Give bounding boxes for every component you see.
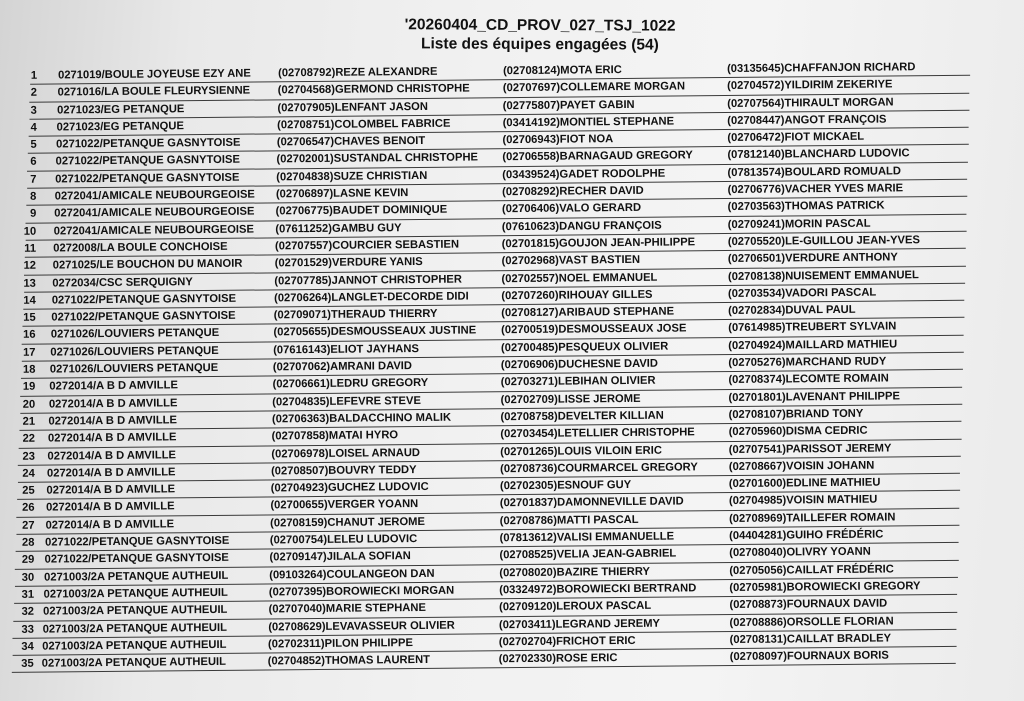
player2-cell: (02702968)VAST BASTIEN xyxy=(501,254,641,268)
row-number: 32 xyxy=(21,605,35,619)
club-cell: 0271022/PETANQUE GASNYTOISE xyxy=(55,171,240,186)
player2-cell: (02706906)DUCHESNE DAVID xyxy=(500,357,659,372)
player3-cell: (07813574)BOULARD ROMUALD xyxy=(727,165,901,179)
player2-cell: (02706943)FIOT NOA xyxy=(502,133,614,147)
row-number: 1 xyxy=(30,69,38,82)
row-number: 24 xyxy=(22,467,35,480)
player1-cell: (07616143)ELIOT JAYHANS xyxy=(273,342,419,357)
player3-cell: (02704572)YILDIRIM ZEKERIYE xyxy=(727,78,893,93)
player1-cell: (02708629)LEVAVASSEUR OLIVIER xyxy=(268,619,455,633)
player2-cell: (02708127)ARIBAUD STEPHANE xyxy=(501,305,675,320)
player2-cell: (02700485)PESQUEUX OLIVIER xyxy=(500,340,669,354)
row-number: 23 xyxy=(22,450,35,463)
player1-cell: (02707785)JANNOT CHRISTOPHER xyxy=(274,273,462,287)
club-cell: 0271003/2A PETANQUE AUTHEUIL xyxy=(42,638,227,653)
club-cell: 0272014/A B D AMVILLE xyxy=(48,414,177,428)
player2-cell: (02775807)PAYET GABIN xyxy=(502,98,635,112)
club-cell: 0271019/BOULE JOYEUSE EZY ANE xyxy=(58,67,251,82)
club-cell: 0271003/2A PETANQUE AUTHEUIL xyxy=(43,604,228,618)
player2-cell: (02701837)DAMONNEVILLE DAVID xyxy=(499,495,684,510)
row-number: 20 xyxy=(22,398,36,411)
row-number: 22 xyxy=(22,432,36,446)
player3-cell: (02707564)THIRAULT MORGAN xyxy=(727,96,894,110)
club-cell: 0271023/EG PETANQUE xyxy=(57,102,185,117)
row-number: 21 xyxy=(22,415,36,428)
player2-cell: (02703271)LEBIHAN OLIVIER xyxy=(500,375,656,389)
row-number: 29 xyxy=(21,554,35,567)
player1-cell: (02702001)SUSTANDAL CHRISTOPHE xyxy=(276,151,479,166)
club-cell: 0272014/A B D AMVILLE xyxy=(49,379,178,393)
row-number: 27 xyxy=(22,519,35,532)
player1-cell: (02702311)PILON PHILIPPE xyxy=(267,636,413,651)
player3-cell: (02707541)PARISSOT JEREMY xyxy=(728,441,892,456)
player3-cell: (02704985)VOISIN MATHIEU xyxy=(728,494,878,508)
player2-cell: (02702330)ROSE ERIC xyxy=(498,652,618,666)
player3-cell: (02703563)THOMAS PATRICK xyxy=(727,199,885,214)
player3-cell: (02708131)CAILLAT BRADLEY xyxy=(729,632,892,646)
club-cell: 0272014/A B D AMVILLE xyxy=(45,518,175,532)
club-cell: 0271003/2A PETANQUE AUTHEUIL xyxy=(42,621,227,636)
row-number: 8 xyxy=(30,190,37,203)
club-cell: 0272014/A B D AMVILLE xyxy=(46,483,176,497)
player1-cell: (02706363)BALDACCHINO MALIK xyxy=(271,411,452,426)
player3-cell: (02705981)BOROWIECKI GREGORY xyxy=(729,580,921,594)
row-number: 30 xyxy=(21,571,35,584)
club-cell: 0271022/PETANQUE GASNYTOISE xyxy=(51,292,237,307)
player3-cell: (02706472)FIOT MICKAEL xyxy=(727,130,865,145)
row-number: 16 xyxy=(23,329,36,342)
player1-cell: (02707858)MATAI HYRO xyxy=(271,429,399,443)
club-cell: 0271026/LOUVIERS PETANQUE xyxy=(50,327,220,341)
player1-cell: (02707040)MARIE STEPHANE xyxy=(268,602,426,616)
player1-cell: (02709071)THERAUD THIERRY xyxy=(273,307,438,322)
player2-cell: (03439524)GADET RODOLPHE xyxy=(502,167,666,181)
player3-cell: (02708138)NUISEMENT EMMANUEL xyxy=(727,268,919,283)
club-cell: 0271003/2A PETANQUE AUTHEUIL xyxy=(43,586,228,601)
player3-cell: (03135645)CHAFFANJON RICHARD xyxy=(726,61,916,76)
player1-cell: (02701529)VERDURE YANIS xyxy=(274,256,423,270)
club-cell: 0271016/LA BOULE FLEURYSIENNE xyxy=(57,84,251,99)
row-number: 33 xyxy=(21,623,34,636)
player1-cell: (02707905)LENFANT JASON xyxy=(277,100,428,114)
player2-cell: (02707697)COLLEMARE MORGAN xyxy=(502,80,686,95)
player2-cell: (02708020)BAZIRE THIERRY xyxy=(499,565,651,579)
row-number: 18 xyxy=(22,363,36,376)
club-cell: 0272041/AMICALE NEUBOURGEOISE xyxy=(54,205,255,220)
row-number: 19 xyxy=(22,381,36,394)
row-number: 7 xyxy=(30,173,37,186)
player1-cell: (02708507)BOUVRY TEDDY xyxy=(270,463,417,478)
player3-cell: (02708447)ANGOT FRANÇOIS xyxy=(727,113,887,127)
player2-cell: (02706558)BARNAGAUD GREGORY xyxy=(502,149,693,164)
club-cell: 0271003/2A PETANQUE AUTHEUIL xyxy=(41,655,227,670)
club-cell: 0271026/LOUVIERS PETANQUE xyxy=(50,344,219,359)
row-number: 13 xyxy=(23,277,36,290)
player2-cell: (02708525)VELIA JEAN-GABRIEL xyxy=(499,547,677,562)
player2-cell: (02703411)LEGRAND JEREMY xyxy=(498,617,661,631)
player1-cell: (02704923)GUCHEZ LUDOVIC xyxy=(270,481,429,495)
club-cell: 0271003/2A PETANQUE AUTHEUIL xyxy=(44,569,229,584)
player3-cell: (02708969)TAILLEFER ROMAIN xyxy=(728,511,896,525)
row-number: 26 xyxy=(22,502,35,515)
player3-cell: (02708107)BRIAND TONY xyxy=(728,407,864,421)
player1-cell: (02706661)LEDRU GREGORY xyxy=(272,377,429,391)
club-cell: 0272014/A B D AMVILLE xyxy=(47,448,177,463)
row-number: 17 xyxy=(22,346,36,359)
player1-cell: (02708792)REZE ALEXANDRE xyxy=(278,65,438,80)
player3-cell: (02708374)LECOMTE ROMAIN xyxy=(728,372,889,387)
player2-cell: (02702704)FRICHOT ERIC xyxy=(498,634,636,649)
player3-cell: (02706776)VACHER YVES MARIE xyxy=(727,182,904,197)
row-number: 5 xyxy=(30,138,37,151)
player2-cell: (02708736)COURMARCEL GREGORY xyxy=(500,461,698,476)
row-number: 11 xyxy=(24,242,37,255)
player3-cell: (02701600)EDLINE MATHIEU xyxy=(728,476,881,491)
player2-cell: (07610623)DANGU FRANÇOIS xyxy=(501,219,662,233)
player1-cell: (02700655)VERGER YOANN xyxy=(270,498,419,512)
player3-cell: (07614985)TREUBERT SYLVAIN xyxy=(728,320,897,335)
player3-cell: (02705520)LE-GUILLOU JEAN-YVES xyxy=(727,234,920,248)
player2-cell: (03324972)BOROWIECKI BERTRAND xyxy=(499,582,697,597)
player2-cell: (02708124)MOTA ERIC xyxy=(502,64,622,78)
player1-cell: (02704568)GERMOND CHRISTOPHE xyxy=(277,82,470,97)
club-cell: 0272041/AMICALE NEUBOURGEOISE xyxy=(54,188,255,203)
player1-cell: (02709147)JILALA SOFIAN xyxy=(269,550,411,564)
club-cell: 0272014/A B D AMVILLE xyxy=(45,500,175,514)
player3-cell: (02701801)LAVENANT PHILIPPE xyxy=(728,390,900,404)
player1-cell: (02708751)COLOMBEL FABRICE xyxy=(277,117,451,132)
player2-cell: (02706406)VALO GERARD xyxy=(501,202,642,216)
player3-cell: (02708097)FOURNAUX BORIS xyxy=(729,649,889,664)
row-number: 4 xyxy=(30,121,37,134)
club-cell: 0271022/PETANQUE GASNYTOISE xyxy=(55,154,240,168)
player2-cell: (02701815)GOUJON JEAN-PHILIPPE xyxy=(501,236,696,251)
player2-cell: (02707260)RIHOUAY GILLES xyxy=(501,288,653,303)
player2-cell: (07813612)VALISI EMMANUELLE xyxy=(499,530,675,545)
player1-cell: (02706978)LOISEL ARNAUD xyxy=(271,446,421,460)
club-cell: 0271023/EG PETANQUE xyxy=(56,120,184,134)
player1-cell: (02706775)BAUDET DOMINIQUE xyxy=(275,204,448,218)
player3-cell: (02703534)VADORI PASCAL xyxy=(727,286,877,300)
player1-cell: (02705655)DESMOUSSEAUX JUSTINE xyxy=(273,324,477,339)
club-cell: 0272008/LA BOULE CONCHOISE xyxy=(53,240,228,255)
row-number: 10 xyxy=(23,225,37,238)
row-number: 28 xyxy=(21,536,35,549)
player2-cell: (02708292)RECHER DAVID xyxy=(502,184,644,199)
player1-cell: (02706897)LASNE KEVIN xyxy=(275,187,409,201)
document-subtitle: Liste des équipes engagées (54) xyxy=(421,35,659,54)
club-cell: 0271025/LE BOUCHON DU MANOIR xyxy=(52,257,243,272)
player3-cell: (04404281)GUIHO FRÉDÉRIC xyxy=(729,528,884,543)
row-number: 15 xyxy=(23,311,36,324)
club-cell: 0271022/PETANQUE GASNYTOISE xyxy=(44,552,229,566)
player2-cell: (02701265)LOUIS VILOIN ERIC xyxy=(500,444,662,458)
player3-cell: (02704924)MAILLARD MATHIEU xyxy=(728,338,898,352)
club-cell: 0272014/A B D AMVILLE xyxy=(47,431,177,445)
club-cell: 0271022/PETANQUE GASNYTOISE xyxy=(56,136,241,151)
player2-cell: (02702305)ESNOUF GUY xyxy=(499,479,632,493)
player3-cell: (02705960)DISMA CEDRIC xyxy=(728,424,868,439)
club-cell: 0272014/A B D AMVILLE xyxy=(48,396,178,411)
player1-cell: (02707557)COURCIER SEBASTIEN xyxy=(274,238,460,253)
player1-cell: (02707395)BOROWIECKI MORGAN xyxy=(268,584,455,599)
player3-cell: (02709241)MORIN PASCAL xyxy=(727,217,871,231)
row-number: 14 xyxy=(23,294,36,307)
player3-cell: (02708040)OLIVRY YOANN xyxy=(729,545,871,560)
player1-cell: (02706547)CHAVES BENOIT xyxy=(276,135,426,149)
row-number: 35 xyxy=(21,657,34,670)
club-cell: 0272034/CSC SERQUIGNY xyxy=(52,275,193,290)
club-cell: 0271026/LOUVIERS PETANQUE xyxy=(49,361,219,376)
player2-cell: (03414192)MONTIEL STEPHANE xyxy=(502,115,675,130)
player1-cell: (07611252)GAMBU GUY xyxy=(275,221,402,236)
club-cell: 0271022/PETANQUE GASNYTOISE xyxy=(45,534,230,549)
club-cell: 0272014/A B D AMVILLE xyxy=(46,466,176,480)
player1-cell: (02707062)AMRANI DAVID xyxy=(272,360,413,374)
player3-cell: (02705056)CAILLAT FRÉDÉRIC xyxy=(729,563,894,577)
row-number: 34 xyxy=(21,640,34,653)
player3-cell: (02708873)FOURNAUX DAVID xyxy=(729,597,888,612)
player1-cell: (02706264)LANGLET-DECORDE DIDI xyxy=(274,290,469,305)
player1-cell: (09103264)COULANGEON DAN xyxy=(269,567,435,582)
player2-cell: (02702709)LISSE JEROME xyxy=(500,392,641,406)
player1-cell: (02708159)CHANUT JEROME xyxy=(270,515,425,530)
teams-table xyxy=(0,58,1024,673)
player2-cell: (02709120)LEROUX PASCAL xyxy=(499,599,652,614)
row-number: 6 xyxy=(30,156,37,169)
player3-cell: (02705276)MARCHAND RUDY xyxy=(728,355,887,370)
row-number: 12 xyxy=(23,259,37,273)
player3-cell: (02706501)VERDURE ANTHONY xyxy=(727,251,898,266)
player2-cell: (02700519)DESMOUSSEAUX JOSE xyxy=(501,322,687,337)
player1-cell: (02704838)SUZE CHRISTIAN xyxy=(276,169,428,184)
document-title: '20260404_CD_PROV_027_TSJ_1022 xyxy=(404,16,676,35)
player1-cell: (02700754)LELEU LUDOVIC xyxy=(269,533,418,547)
player3-cell: (02702834)DUVAL PAUL xyxy=(728,303,856,318)
player3-cell: (07812140)BLANCHARD LUDOVIC xyxy=(727,147,910,162)
player2-cell: (02708786)MATTI PASCAL xyxy=(499,513,639,527)
player1-cell: (02704852)THOMAS LAURENT xyxy=(267,653,431,668)
row-number: 25 xyxy=(22,484,35,497)
club-cell: 0271022/PETANQUE GASNYTOISE xyxy=(51,309,236,324)
player2-cell: (02708758)DEVELTER KILLIAN xyxy=(500,409,664,424)
row-number: 31 xyxy=(21,588,35,601)
player2-cell: (02703454)LETELLIER CHRISTOPHE xyxy=(500,426,695,441)
row-number: 9 xyxy=(29,208,37,221)
player3-cell: (02708886)ORSOLLE FLORIAN xyxy=(729,614,894,629)
document-header xyxy=(380,15,700,55)
player2-cell: (02702557)NOEL EMMANUEL xyxy=(501,271,658,285)
player3-cell: (02708667)VOISIN JOHANN xyxy=(728,459,875,473)
player1-cell: (02704835)LEFEVRE STEVE xyxy=(272,394,421,409)
row-number: 2 xyxy=(30,86,38,100)
club-cell: 0272041/AMICALE NEUBOURGEOISE xyxy=(53,223,254,238)
row-number: 3 xyxy=(30,104,37,117)
